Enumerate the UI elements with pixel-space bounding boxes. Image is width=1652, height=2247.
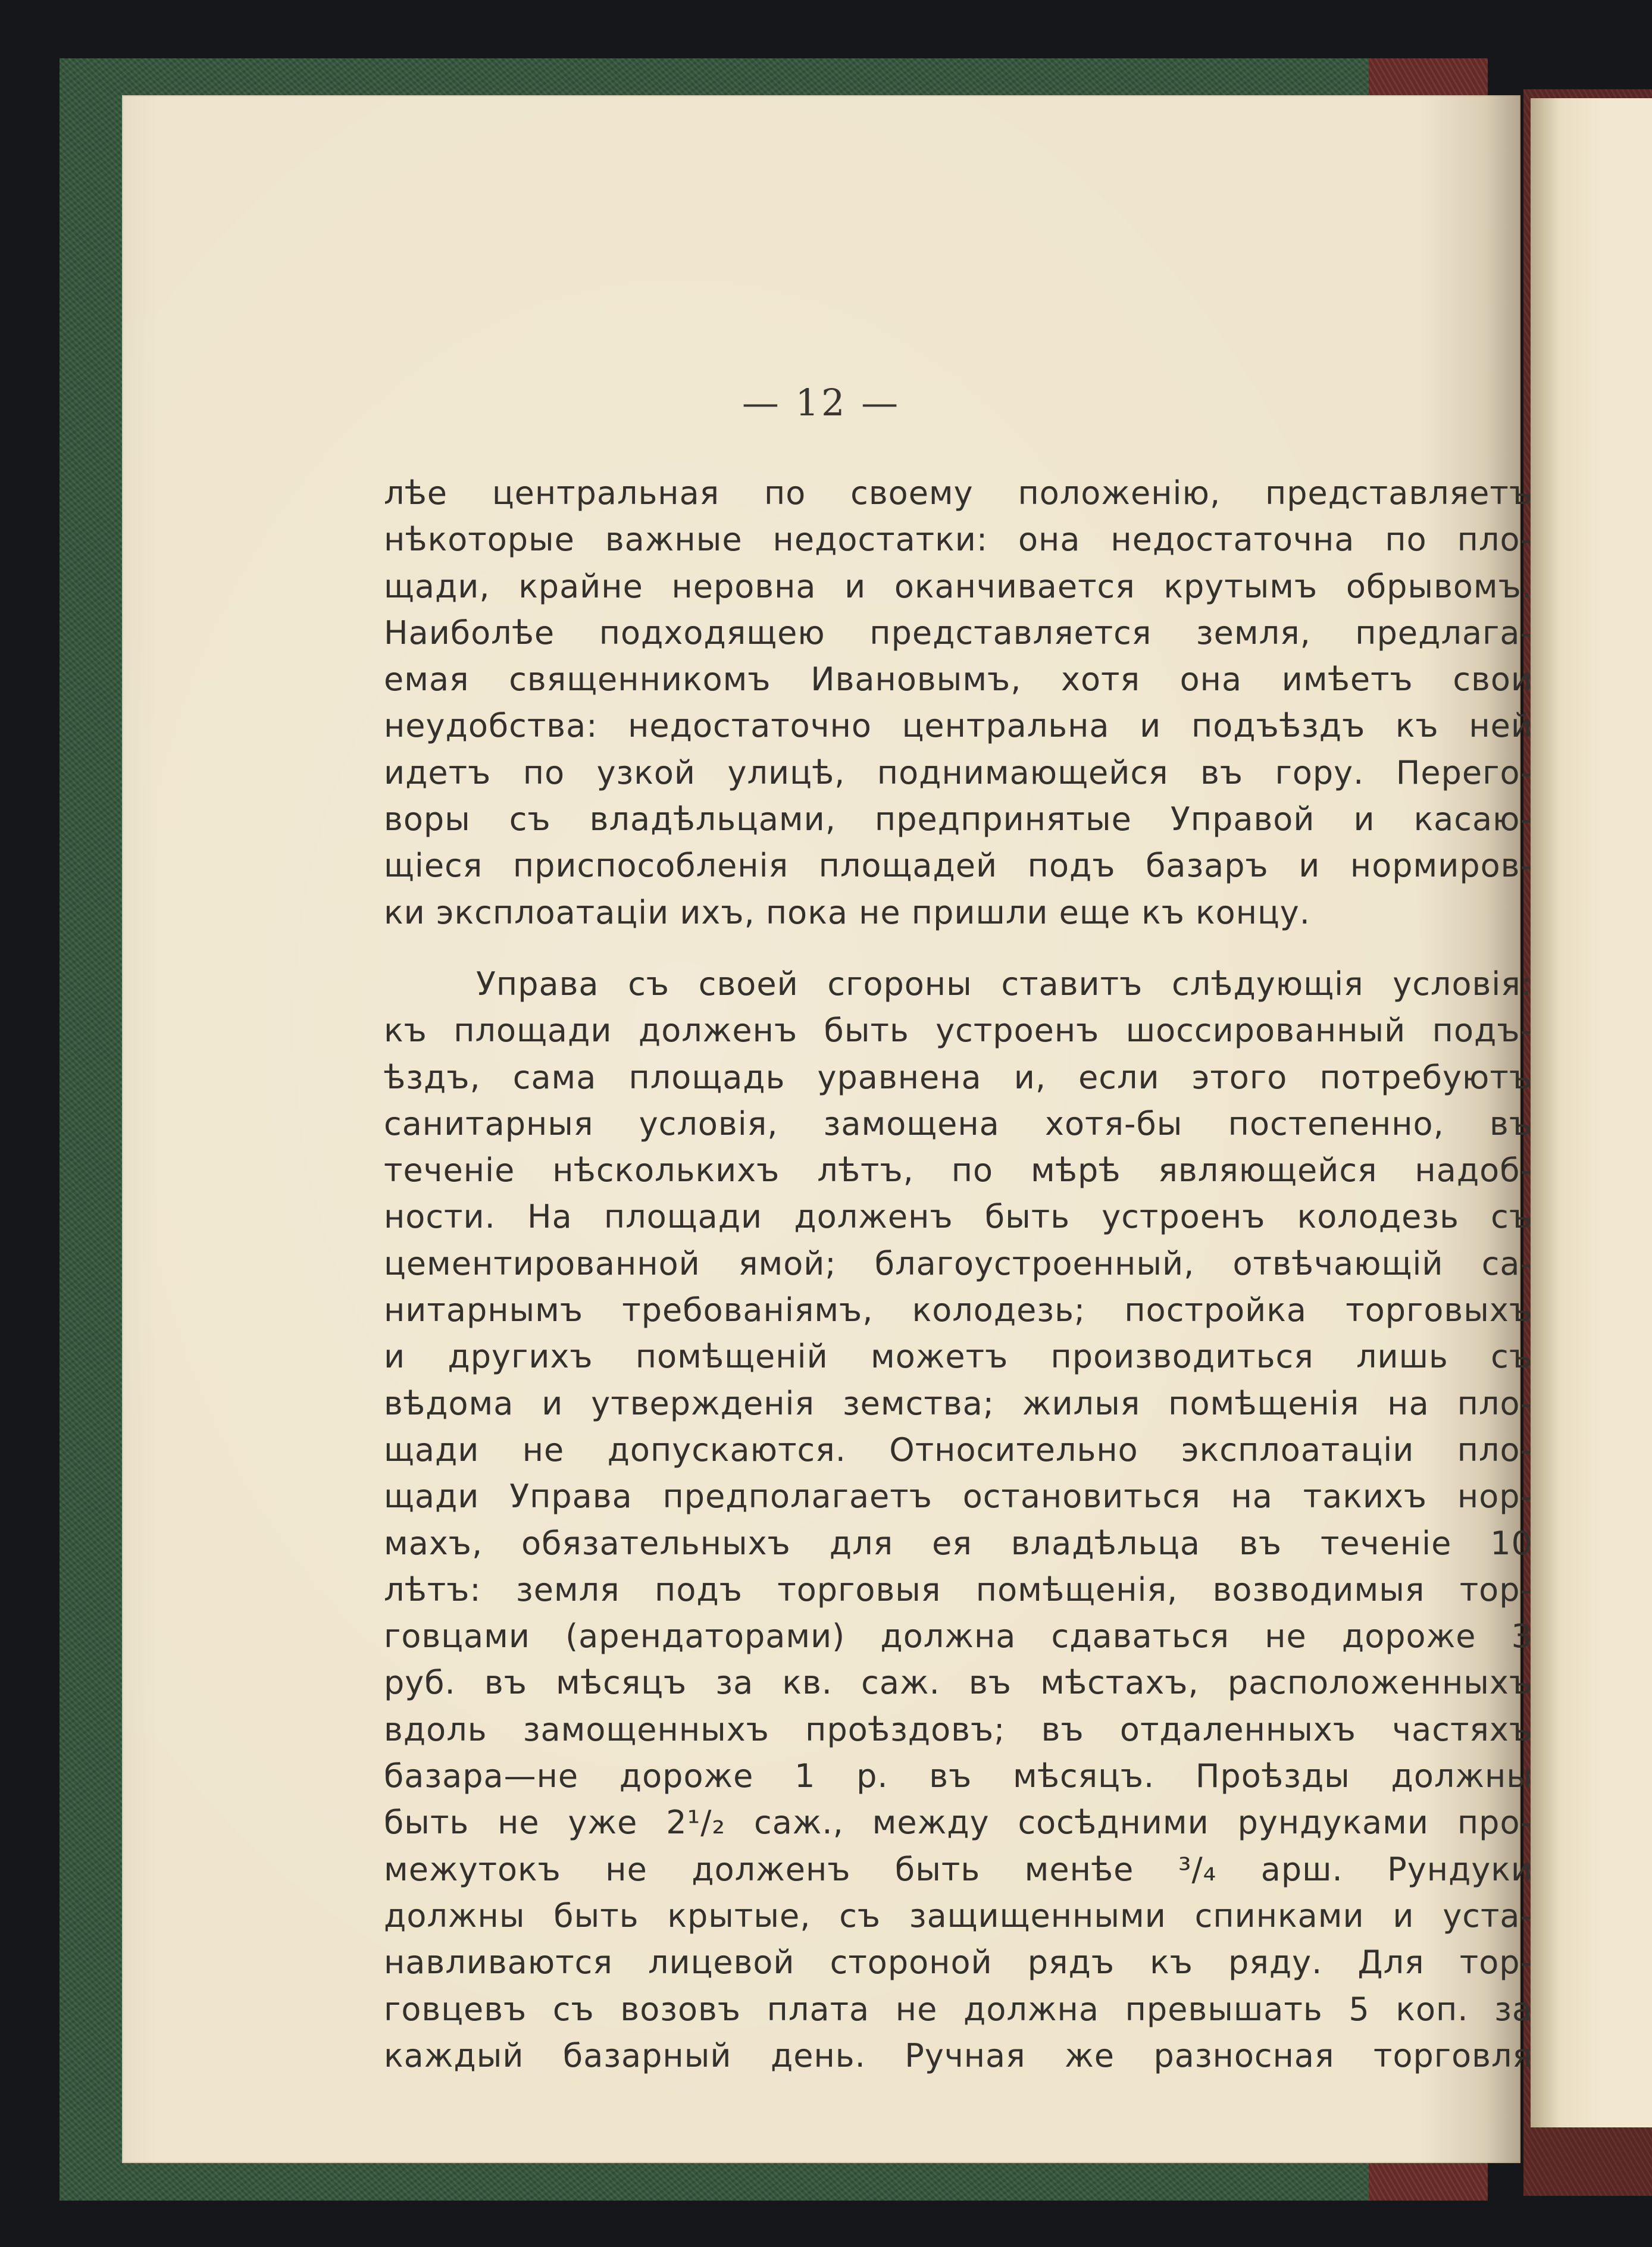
text-line: руб. въ мѣсяцъ за кв. саж. въ мѣстахъ, расположенныхъ: [384, 1664, 1532, 1702]
text-line: щади не допускаются. Относительно эксплоатаціи пло-: [384, 1431, 1532, 1469]
text-line: должны быть крытые, съ защищенными спинками и уста-: [384, 1897, 1532, 1935]
text-line: нѣкоторые важные недостатки: она недостаточна по пло-: [384, 521, 1532, 559]
text-line: лѣе центральная по своему положенію, представляетъ: [384, 474, 1532, 512]
text-line: Наиболѣе подходящею представляется земля, предлага-: [384, 614, 1532, 652]
text-line: каждый базарный день. Ручная же разносная торговля: [384, 2036, 1532, 2074]
text-line: цементированной ямой; благоустроенный, отвѣчающій са-: [384, 1244, 1532, 1282]
adjacent-page-edge: [1531, 98, 1652, 2127]
text-line: щади Управа предполагаетъ остановиться на такихъ нор-: [384, 1478, 1532, 1516]
text-line: махъ, обязательныхъ для ея владѣльца въ теченіе 10: [384, 1524, 1532, 1562]
text-line: Управа съ своей сгороны ставитъ слѣдующія условія:: [476, 965, 1532, 1003]
text-line: ности. На площади долженъ быть устроенъ колодезь съ: [384, 1198, 1532, 1236]
text-line: ки эксплоатаціи ихъ, пока не пришли еще къ концу.: [384, 893, 1310, 931]
text-line: щади, крайне неровна и оканчивается крутымъ обрывомъ.: [384, 567, 1532, 605]
body-text: [384, 470, 1532, 2079]
book-page: [122, 95, 1532, 2163]
text-line: вѣдома и утвержденія земства; жилыя помѣщенія на пло-: [384, 1384, 1532, 1422]
text-line: къ площади долженъ быть устроенъ шоссированный подъ-: [384, 1012, 1532, 1050]
text-line: лѣтъ: земля подъ торговыя помѣщенія, возводимыя тор-: [384, 1570, 1532, 1608]
text-line: нитарнымъ требованіямъ, колодезь; постройка торговыхъ: [384, 1291, 1532, 1329]
text-line: говцевъ съ возовъ плата не должна превышать 5 коп. за: [384, 1990, 1532, 2028]
text-line: емая священникомъ Ивановымъ, хотя она имѣетъ свои: [384, 661, 1532, 699]
text-line: идетъ по узкой улицѣ, поднимающейся въ гору. Перего-: [384, 753, 1532, 791]
text-line: говцами (арендаторами) должна сдаваться не дороже 3: [384, 1617, 1532, 1655]
text-line: ѣздъ, сама площадь уравнена и, если этого потребуютъ: [384, 1058, 1532, 1096]
text-line: санитарныя условія, замощена хотя-бы постепенно, въ: [384, 1104, 1532, 1143]
text-line: навливаются лицевой стороной рядъ къ ряду. Для тор-: [384, 1944, 1532, 1982]
text-line: и другихъ помѣщеній можетъ производиться лишь съ: [384, 1338, 1532, 1376]
text-line: воры съ владѣльцами, предпринятые Управой и касаю-: [384, 800, 1532, 838]
text-line: щіеся приспособленія площадей подъ базаръ и нормиров-: [384, 847, 1532, 885]
text-line: неудобства: недостаточно центральна и подъѣздъ къ ней: [384, 707, 1532, 745]
text-line: вдоль замощенныхъ проѣздовъ; въ отдаленныхъ частяхъ: [384, 1710, 1532, 1748]
page-number: — 12 —: [741, 381, 901, 424]
text-line: быть не уже 2¹/₂ саж., между сосѣдними рундуками про-: [384, 1804, 1532, 1842]
text-line: базара—не дороже 1 р. въ мѣсяцъ. Проѣзды должны: [384, 1757, 1532, 1795]
text-line: теченіе нѣсколькихъ лѣтъ, по мѣрѣ являющейся надоб-: [384, 1151, 1532, 1190]
text-line: межутокъ не долженъ быть менѣе ³/₄ арш. Рундуки: [384, 1850, 1532, 1888]
